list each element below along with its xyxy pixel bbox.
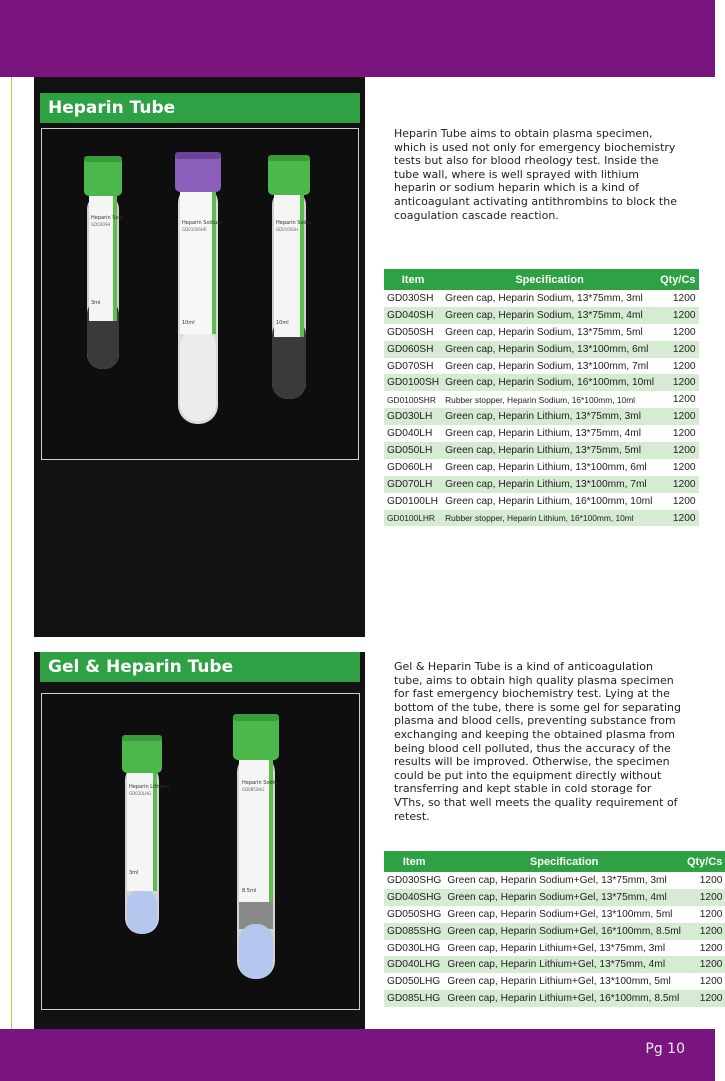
item-code: GD030LH: [384, 408, 442, 425]
table-row: [384, 956, 725, 973]
gel-heparin-tube-description: Gel & Heparin Tube is a kind of anticoagulation tube, aims to obtain high quality plasma specimen for fast emergency biochemistry test. Lying at the bottom of the tube, there is some gel for separating plasma and blood cells, preventing substance from exchanging and keeping the obtained plasma from being blood cell polluted, thus the accuracy of the results will be improved. Otherwise, the specimen could be put into the equipment directly without transferring and kept stable in cold storage for VThs, so that well meets the quality requirement of retest.: [394, 660, 682, 823]
tube-label-code: GD0100SH: [276, 227, 298, 232]
table-row: [384, 476, 699, 493]
gel-tubes-illustration: [42, 694, 359, 1009]
table-row: [384, 324, 699, 341]
item-code: GD060LH: [387, 461, 433, 473]
item-qty: 1200: [699, 976, 723, 988]
item-spec: Green cap, Heparin Lithium+Gel, 13*100mm, 5ml: [447, 976, 671, 988]
tube-label: Heparin Sodi: [91, 215, 124, 221]
bottom-banner: [0, 1029, 715, 1081]
item-qty: 1200: [657, 442, 698, 459]
item-code: GD0100LH: [387, 495, 438, 507]
tube-green-gel-short: [122, 735, 169, 934]
item-spec: Green cap, Heparin Sodium+Gel, 13*100mm, 5ml: [447, 908, 673, 920]
column-header-qty: Qty/Cs: [684, 851, 725, 872]
table-row: [384, 906, 725, 923]
table-row: [384, 358, 699, 375]
item-spec: Green cap, Heparin Sodium+Gel, 13*75mm, 3ml: [447, 874, 667, 886]
item-qty: 1200: [657, 341, 698, 358]
table-row: [384, 493, 699, 510]
table-row: [384, 872, 725, 889]
gel-heparin-tube-panel: [34, 652, 365, 1029]
table-row: [384, 923, 725, 940]
item-qty: 1200: [657, 510, 698, 527]
column-header-specification: Specification: [442, 269, 657, 290]
gel-heparin-spec-table: [384, 851, 725, 1007]
item-spec: Green cap, Heparin Lithium+Gel, 13*75mm, 3ml: [447, 942, 666, 954]
item-qty: 1200: [684, 889, 725, 906]
column-header-qty: Qty/Cs: [657, 269, 698, 290]
item-qty: 1200: [684, 923, 725, 940]
table-row: [384, 391, 699, 408]
item-qty: 1200: [684, 956, 725, 973]
gel-heparin-tube-photo: [41, 693, 360, 1010]
tube-volume: 8.5ml: [242, 888, 257, 894]
item-code: GD060SH: [384, 341, 442, 358]
heparin-tube-description: Heparin Tube aims to obtain plasma specimen, which is used not only for emergency biochemistry tests but also for blood rheology test. Inside the tube wall, where is well sprayed with lithium heparin or sodium heparin which is a kind of anticoagulant activating antithrombins to block the coagulation cascade reaction.: [394, 127, 677, 222]
tube-volume: 10ml: [276, 320, 289, 326]
heparin-tubes-illustration: [42, 129, 358, 459]
tube-green-tall: [268, 155, 311, 399]
tube-label-code: GD085SHG: [242, 787, 265, 792]
item-code: GD030SHG: [387, 874, 442, 886]
table-row: [384, 940, 725, 957]
item-spec: Green cap, Heparin Sodium, 13*75mm, 4ml: [442, 307, 657, 324]
item-spec: Green cap, Heparin Sodium, 13*100mm, 7ml: [445, 360, 649, 372]
column-header-item: Item: [384, 851, 444, 872]
item-spec: Green cap, Heparin Sodium, 16*100mm, 10ml: [442, 374, 657, 391]
tube-green-short: [84, 156, 123, 369]
table-row: [384, 425, 699, 442]
item-qty: 1200: [699, 874, 723, 886]
item-code: GD085SHG: [384, 923, 444, 940]
item-qty: 1200: [672, 394, 696, 406]
tube-volume: 10ml: [182, 320, 195, 326]
column-header-item: Item: [384, 269, 442, 290]
item-code: GD0100SHR: [387, 394, 436, 405]
item-spec: Green cap, Heparin Sodium, 13*100mm, 6ml: [442, 341, 657, 358]
page-number: Pg 10: [645, 1041, 685, 1057]
table-row: [384, 307, 699, 324]
item-code: GD070LH: [384, 476, 442, 493]
tube-label: Heparin Sodiu: [276, 220, 312, 226]
tube-volume: 3ml: [129, 870, 139, 876]
heparin-tube-panel: [34, 77, 365, 637]
item-qty: 1200: [699, 942, 723, 954]
heparin-spec-table: [384, 269, 699, 526]
table-row: [384, 442, 699, 459]
item-code: GD040SH: [384, 307, 442, 324]
tube-purple-tall: [175, 152, 222, 424]
table-row: [384, 290, 699, 307]
item-code: GD070SH: [387, 360, 434, 372]
item-code: GD040SHG: [384, 889, 444, 906]
item-spec: Green cap, Heparin Lithium, 13*75mm, 3ml: [442, 408, 657, 425]
item-spec: Rubber stopper, Heparin Sodium, 16*100mm, 10ml: [445, 394, 636, 405]
tube-label: Heparin Sodiu: [242, 780, 278, 786]
item-qty: 1200: [684, 990, 725, 1007]
tube-label-code: GD0100SHR: [182, 227, 207, 232]
tube-label-code: GD030LHG: [129, 791, 152, 796]
item-code: GD050LHG: [387, 976, 441, 988]
table-header-row: [384, 269, 699, 290]
item-code: GD085LHG: [384, 990, 444, 1007]
item-spec: Green cap, Heparin Lithium, 13*75mm, 4ml: [445, 428, 642, 440]
item-qty: 1200: [657, 476, 698, 493]
table-row: [384, 341, 699, 358]
heparin-tube-photo: [41, 128, 359, 460]
item-code: GD040LH: [387, 428, 433, 440]
item-code: GD050LH: [384, 442, 442, 459]
margin-rule: [11, 77, 12, 1029]
top-banner: [0, 0, 715, 77]
item-qty: 1200: [672, 326, 696, 338]
table-row: [384, 510, 699, 527]
item-qty: 1200: [672, 292, 696, 304]
item-spec: Green cap, Heparin Lithium, 16*100mm, 10ml: [445, 495, 653, 507]
item-spec: Rubber stopper, Heparin Lithium, 16*100mm, 10ml: [442, 510, 657, 527]
item-spec: Green cap, Heparin Sodium, 13*75mm, 5ml: [445, 326, 643, 338]
table-row: [384, 990, 725, 1007]
item-spec: Green cap, Heparin Sodium+Gel, 13*75mm, 4ml: [444, 889, 684, 906]
table-row: [384, 459, 699, 476]
item-spec: Green cap, Heparin Lithium+Gel, 16*100mm, 8.5ml: [444, 990, 684, 1007]
item-spec: Green cap, Heparin Lithium, 13*100mm, 6ml: [445, 461, 647, 473]
item-code: GD050SHG: [387, 908, 442, 920]
tube-volume: 3ml: [91, 300, 101, 306]
tube-green-gel-tall: [233, 714, 279, 979]
tube-label: Heparin Lithium: [129, 784, 170, 790]
item-code: GD050SH: [387, 326, 434, 338]
item-code: GD030SH: [387, 292, 434, 304]
item-code: GD040LHG: [384, 956, 444, 973]
item-qty: 1200: [657, 408, 698, 425]
item-qty: 1200: [672, 495, 696, 507]
column-header-specification: Specification: [444, 851, 684, 872]
item-qty: 1200: [699, 908, 723, 920]
item-qty: 1200: [672, 360, 696, 372]
item-code: GD0100SH: [384, 374, 442, 391]
item-spec: Green cap, Heparin Sodium, 13*75mm, 3ml: [445, 292, 643, 304]
heparin-tube-title: Heparin Tube: [40, 93, 360, 123]
table-row: [384, 374, 699, 391]
gel-heparin-tube-title: Gel & Heparin Tube: [40, 652, 360, 682]
tube-label-code: GD030SH: [91, 222, 111, 227]
table-header-row: [384, 851, 725, 872]
table-row: [384, 408, 699, 425]
tube-label: Heparin Sodium: [182, 220, 223, 226]
item-qty: 1200: [672, 461, 696, 473]
item-code: GD030LHG: [387, 942, 441, 954]
table-row: [384, 889, 725, 906]
item-qty: 1200: [657, 307, 698, 324]
item-spec: Green cap, Heparin Lithium, 13*75mm, 5ml: [442, 442, 657, 459]
item-spec: Green cap, Heparin Lithium, 13*100mm, 7ml: [442, 476, 657, 493]
item-code: GD0100LHR: [384, 510, 442, 527]
item-spec: Green cap, Heparin Lithium+Gel, 13*75mm, 4ml: [444, 956, 684, 973]
table-row: [384, 973, 725, 990]
item-spec: Green cap, Heparin Sodium+Gel, 16*100mm, 8.5ml: [444, 923, 684, 940]
item-qty: 1200: [672, 428, 696, 440]
item-qty: 1200: [657, 374, 698, 391]
